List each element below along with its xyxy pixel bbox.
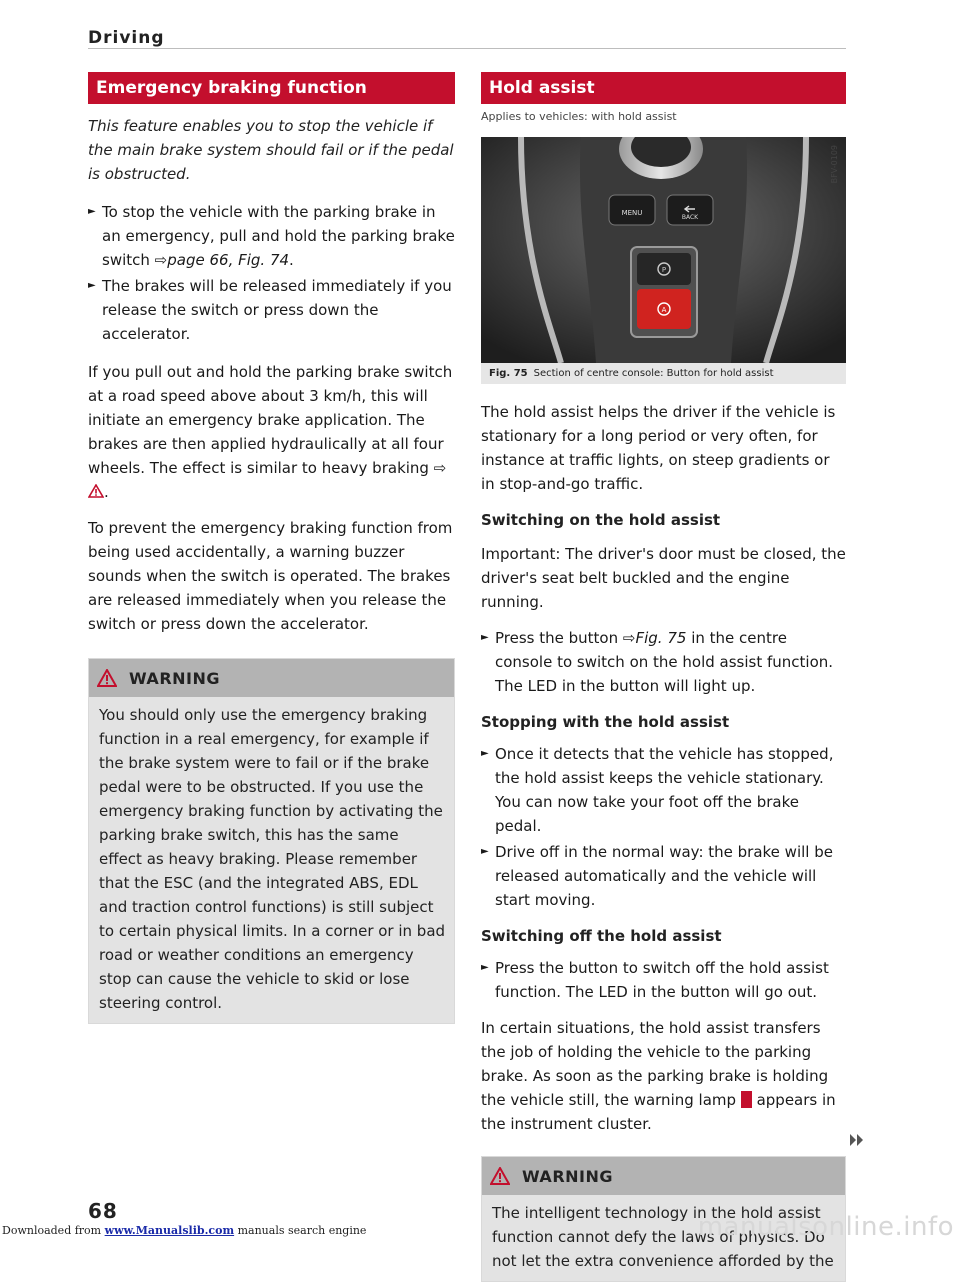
left-column [88,72,455,1024]
hold-assist-heading: Hold assist [481,72,846,104]
centre-console-figure [481,137,846,363]
paragraph [481,1016,846,1136]
footer-suffix: manuals search engine [237,1224,367,1237]
paragraph-text: In certain situations, the hold assist transfers the job of holding the vehicle to the parking brake. As soon as the parking brake is holding the vehicle still, the warning lamp [481,1019,829,1109]
paragraph: To prevent the emergency braking function from being used accidentally, a warning buzzer sounds when the switch is operated. The brakes are released immediately when you release the switch or press down the accelerator. [88,519,453,633]
warning-triangle-icon [490,1167,510,1185]
arrow-ref-icon: ⇨ [622,629,636,647]
bullet-item [481,626,846,698]
paragraph-text: If you pull out and hold the parking brake switch at a road speed above about 3 km/h, this will initiate an emergency brake application. The brakes are then applied hydraulically at all four wheels. The effect is similar to heavy braking [88,363,453,477]
subheading: Switching on the hold assist [481,511,721,529]
warning-reference-icon[interactable] [88,484,104,498]
figure-caption-text: Section of centre console: Button for hold assist [533,368,774,379]
figure-reference-link[interactable]: Fig. 75 [635,629,687,647]
bullet-item [481,742,846,838]
warning-lamp-icon [741,1091,752,1108]
menu-button-label: MENU [621,209,643,217]
warning-triangle-icon [97,669,117,687]
bullet-text: Once it detects that the vehicle has stopped, the hold assist keeps the vehicle stationary. You can now take your foot off the brake pedal. [495,745,834,835]
arrow-bullet-icon: ► [481,846,489,857]
arrow-bullet-icon: ► [481,748,489,759]
continue-arrow-icon [850,1134,864,1146]
arrow-ref-icon: ⇨ [433,459,447,477]
warning-box [88,658,455,1024]
bullet-text: Press the button [495,629,619,647]
subheading: Switching off the hold assist [481,927,722,945]
paragraph: If you pull out and hold the parking brake switch at a road speed above about 3 km/h, this will initiate an emergency brake application. The brakes are then applied hydraulically at all four wheels. The effect is similar to heavy braking ⇨ . [88,363,453,501]
arrow-bullet-icon: ► [88,206,96,217]
bullet-item [481,840,846,912]
section-title: Driving [88,28,165,48]
paragraph: The hold assist helps the driver if the vehicle is stationary for a long period or very often, for instance at traffic lights, on steep gradients or in stop-and-go traffic. [481,403,836,493]
back-button-label: BACK [681,214,699,221]
figure-label: Fig. 75 [489,368,528,379]
emergency-braking-intro: This feature enables you to stop the vehicle if the main brake system should fail or if the pedal is obstructed. [88,117,454,183]
warning-header [89,659,454,697]
figure-caption [481,363,846,384]
bullet-text: To stop the vehicle with the parking brake in an emergency, pull and hold the parking brake switch [102,203,455,269]
warning-title: WARNING [522,1166,613,1186]
svg-text:P: P [661,266,667,274]
emergency-braking-heading: Emergency braking function [88,72,455,104]
bullet-item [88,274,455,346]
bullet-text: Drive off in the normal way: the brake will be released automatically and the vehicle will start moving. [495,843,833,909]
paragraph: Important: The driver's door must be closed, the driver's seat belt buckled and the engine running. [481,545,846,611]
arrow-bullet-icon: ► [481,632,489,643]
subheading: Stopping with the hold assist [481,713,730,731]
figure-code: BFV-0109 [830,145,839,184]
warning-text: The intelligent technology in the hold assist function cannot defy the laws of physics. Do not let the extra convenience afforded by the [492,1204,834,1270]
bullet-text: in the centre console to switch on the hold assist function. The LED in the button will light up. [495,629,834,695]
right-column [481,72,846,1282]
svg-text:A: A [661,306,667,314]
bullet-text: Press the button to switch off the hold assist function. The LED in the button will go out. [495,959,829,1001]
arrow-bullet-icon: ► [88,280,96,291]
header-rule [88,48,846,49]
applies-note: Applies to vehicles: with hold assist [481,110,677,123]
bullet-item: ► To stop the vehicle with the parking brake in an emergency, pull and hold the parking brake switch ⇨page 66, Fig. 74. [88,200,455,272]
page-number: 68 [88,1199,118,1223]
manualslib-link[interactable]: www.Manualslib.com [104,1224,235,1237]
centre-console-illustration [481,137,846,363]
page-reference-link[interactable]: page 66, Fig. 74 [167,251,290,269]
bullet-item [481,956,846,1004]
warning-header [482,1157,845,1195]
arrow-bullet-icon: ► [481,962,489,973]
bullet-text: The brakes will be released immediately if you release the switch or press down the accelerator. [102,277,452,343]
warning-text: You should only use the emergency braking function in a real emergency, for example if the brake system were to fail or if the brake pedal were to be obstructed. If you use the emergency braking function by activating the parking brake switch, this has the same effect as heavy braking. Please remember that the ESC (and the integrated ABS, EDL and traction control functions) is still subject to certain physical limits. In a corner or in bad road or weather conditions an emergency stop can cause the vehicle to skid or lose steering control. [99,706,446,1012]
footer-prefix: Downloaded from [2,1224,102,1237]
watermark: manualsonline.info [697,1212,954,1242]
warning-title: WARNING [129,668,220,688]
paragraph-text: appears in the instrument cluster. [481,1091,836,1133]
arrow-ref-icon: ⇨ [154,251,168,269]
download-footer [2,1224,366,1237]
